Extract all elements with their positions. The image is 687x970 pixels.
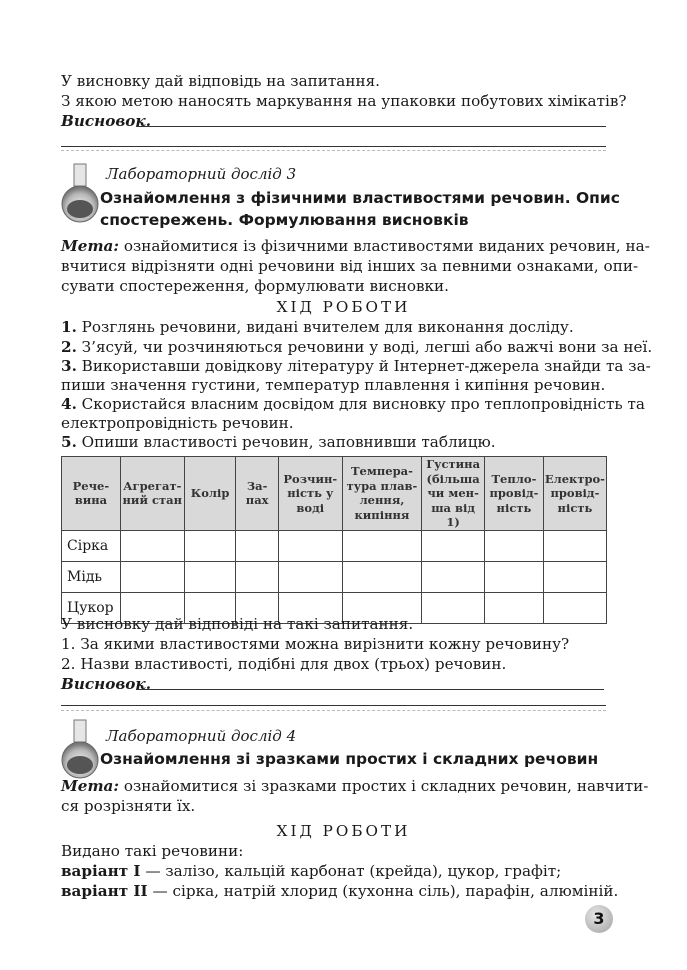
header-text: Колір [190, 486, 230, 500]
step-line [61, 413, 294, 433]
goal-line-2: ся розрізняти їх. [61, 797, 196, 815]
work-heading: ХІД РОБОТИ [276, 822, 411, 840]
step-number: 4. [61, 395, 77, 413]
header-text: Електро- провід- ність [544, 471, 605, 515]
question-1: 1. За якими властивостями можна вирізнити кожну речовину? [61, 635, 570, 653]
table-header-cell [543, 457, 606, 531]
table-header-cell [485, 457, 544, 531]
answer-line [136, 126, 606, 127]
table-cell [485, 592, 544, 623]
given-line: Видано такі речовини: [61, 842, 244, 860]
step-line [61, 375, 605, 395]
step-text: З’ясуй, чи розчиняються речовини у воді, легші або важчі вони за неї. [76, 338, 653, 356]
conclusion-label: Висновок. [61, 675, 151, 693]
goal-label: Мета: [61, 777, 119, 795]
step-number: 5. [61, 433, 77, 451]
step-line [61, 337, 652, 357]
step-text: пиши значення густини, температур плавлення і кипіння речовин. [61, 376, 606, 394]
table-cell [120, 561, 184, 592]
question-2: 2. Назви властивості, подібні для двох (трьох) речовин. [61, 655, 507, 673]
table-cell [342, 561, 422, 592]
page-number: 3 [585, 905, 613, 933]
header-text: Тепло- провід- ність [489, 471, 539, 515]
properties-table [61, 456, 607, 624]
substance-cell: Цукор [62, 592, 121, 623]
work-heading: ХІД РОБОТИ [276, 298, 411, 316]
step-line [61, 432, 496, 452]
variant-1-line [61, 861, 561, 881]
table-cell [184, 530, 236, 561]
header-text: Рече- вина [72, 478, 110, 508]
lab-title: Лабораторний дослід 3 [106, 165, 297, 183]
answer-line [61, 705, 606, 706]
table-header-cell [422, 457, 485, 531]
goal-line-1 [61, 236, 650, 256]
lab-heading: Ознайомлення зі зразками простих і складних речовин [100, 750, 599, 768]
table-row [62, 530, 607, 561]
header-text: Густина (більша чи мен- ша від 1) [426, 457, 481, 529]
table-header-cell [236, 457, 278, 531]
table-cell [278, 530, 342, 561]
variant-label: варіант І [61, 862, 141, 880]
table-cell [422, 592, 485, 623]
step-text: електропровідність речовин. [61, 414, 294, 432]
section-divider [61, 150, 606, 151]
answer-line [61, 146, 606, 147]
lab-heading-line-2: спостережень. Формулювання висновків [100, 211, 469, 229]
table-header-cell [120, 457, 184, 531]
variant-text: — сірка, натрій хлорид (кухонна сіль), парафін, алюміній. [147, 882, 619, 900]
step-number: 2. [61, 338, 77, 356]
variant-2-line [61, 881, 618, 901]
table-header-row [62, 457, 607, 531]
step-text: Скористайся власним досвідом для висновку про теплопровідність та [76, 395, 645, 413]
step-text: Використавши довідкову літературу й Інтернет-джерела знайди та за- [76, 357, 651, 375]
goal-line-3: сувати спостереження, формулювати висновки. [61, 277, 449, 295]
header-text: За- пах [245, 478, 269, 508]
table-cell [422, 530, 485, 561]
lab-heading-line-1: Ознайомлення з фізичними властивостями речовин. Опис [100, 189, 620, 207]
goal-text: ознайомитися із фізичними властивостями виданих речовин, на- [119, 237, 650, 255]
goal-label: Мета: [61, 237, 119, 255]
header-text: Розчин- ність у воді [283, 471, 338, 515]
goal-line-2: вчитися відрізняти одні речовини від інших за певними ознаками, опи- [61, 257, 639, 275]
table-cell [342, 530, 422, 561]
table-row [62, 561, 607, 592]
flask-icon [60, 162, 100, 230]
header-text: Агрегат- ний стан [122, 478, 182, 508]
table-header-cell [184, 457, 236, 531]
table-cell [543, 530, 606, 561]
table-cell [184, 561, 236, 592]
table-cell [543, 592, 606, 623]
step-line [61, 394, 645, 414]
substance-cell: Мідь [62, 561, 121, 592]
table-header-cell [342, 457, 422, 531]
table-header-cell [278, 457, 342, 531]
goal-line-1 [61, 776, 648, 796]
after-table-line: У висновку дай відповіді на такі запитання. [61, 615, 414, 633]
variant-text: — залізо, кальцій карбонат (крейда), цукор, графіт; [140, 862, 562, 880]
step-line [61, 317, 574, 337]
table-cell [236, 530, 278, 561]
step-text: Опиши властивості речовин, заповнивши таблицю. [76, 433, 496, 451]
substance-cell: Сірка [62, 530, 121, 561]
header-text: Темпера- тура плав- лення, кипіння [346, 464, 418, 522]
step-text: Розглянь речовини, видані вчителем для виконання досліду. [76, 318, 574, 336]
section-divider [61, 710, 606, 711]
table-cell [543, 561, 606, 592]
goal-text: ознайомитися зі зразками простих і складних речовин, навчити- [119, 777, 649, 795]
step-number: 1. [61, 318, 77, 336]
answer-line [136, 689, 604, 690]
step-number: 3. [61, 357, 77, 375]
conclusion-label: Висновок. [61, 112, 151, 130]
step-line [61, 356, 651, 376]
table-cell [485, 561, 544, 592]
intro-line-2: З якою метою наносять маркування на упаковки побутових хімікатів? [61, 92, 627, 110]
lab-title: Лабораторний дослід 4 [106, 727, 297, 745]
table-header-cell [62, 457, 121, 531]
table-cell [422, 561, 485, 592]
table-cell [278, 561, 342, 592]
table-cell [236, 561, 278, 592]
variant-label: варіант ІІ [61, 882, 148, 900]
table-cell [485, 530, 544, 561]
table-cell [120, 530, 184, 561]
intro-line-1: У висновку дай відповідь на запитання. [61, 72, 380, 90]
